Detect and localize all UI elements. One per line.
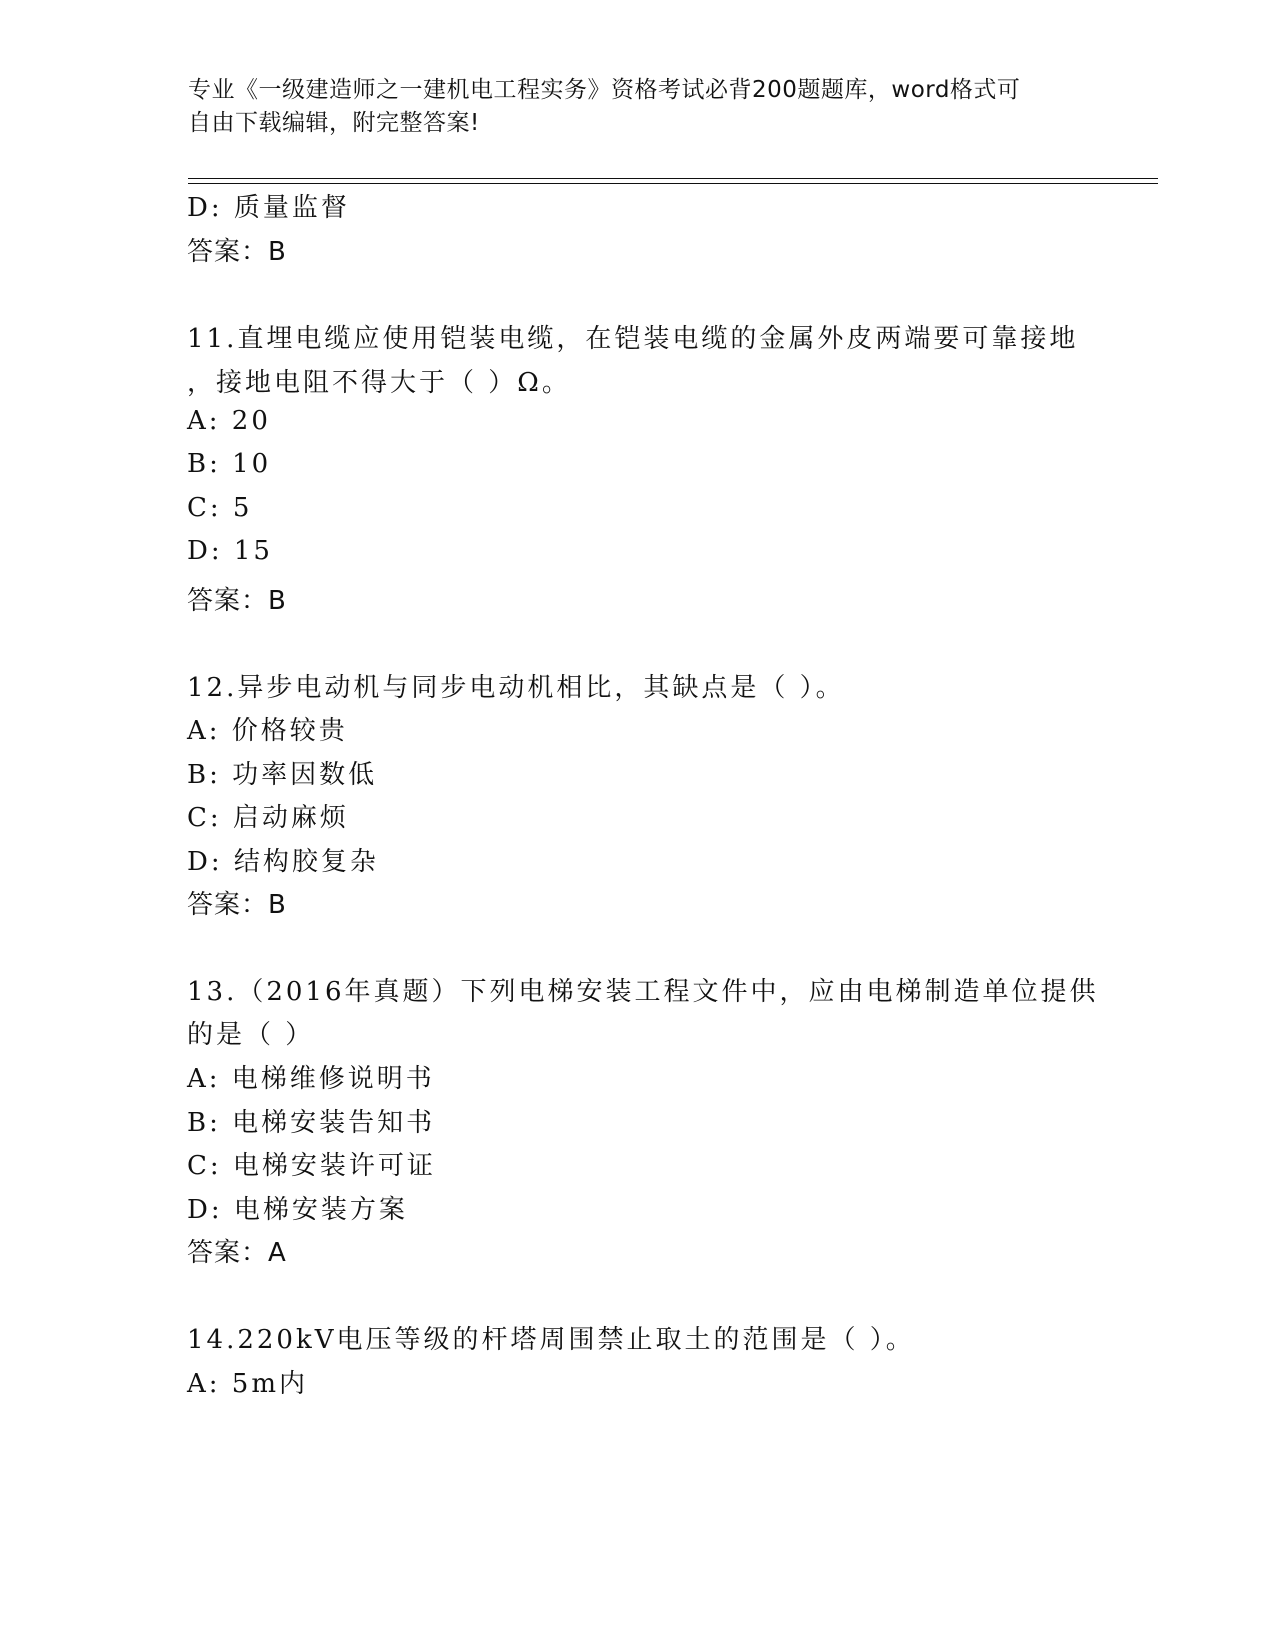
q13-option-c: C: 电梯安装许可证 [187, 1151, 436, 1181]
header-line-2: 自由下载编辑，附完整答案! [188, 110, 480, 136]
q12-option-d: D: 结构胶复杂 [187, 847, 379, 877]
q13-option-b: B: 电梯安装告知书 [187, 1108, 436, 1138]
q12-answer: 答案：B [187, 890, 287, 920]
q12-option-c: C: 启动麻烦 [187, 803, 349, 833]
prev-question-answer: 答案：B [187, 237, 287, 267]
q13-stem-line-1: 13.（2016年真题）下列电梯安装工程文件中，应由电梯制造单位提供 [187, 977, 1099, 1007]
q13-option-d: D: 电梯安装方案 [187, 1195, 408, 1225]
q13-answer: 答案：A [187, 1238, 287, 1268]
q13-option-a: A: 电梯维修说明书 [187, 1064, 435, 1094]
q11-answer: 答案：B [187, 586, 287, 616]
document-header [188, 74, 1068, 140]
prev-question-option-d: D: 质量监督 [187, 193, 350, 223]
header-divider-top [188, 178, 1158, 179]
q12-stem-line-1: 12.异步电动机与同步电动机相比，其缺点是（ ）。 [187, 673, 845, 703]
q14-stem-line-1: 14.220kV电压等级的杆塔周围禁止取土的范围是（ ）。 [187, 1325, 915, 1355]
q12-option-b: B: 功率因数低 [187, 760, 378, 790]
q11-stem-line-1: 11.直埋电缆应使用铠装电缆，在铠装电缆的金属外皮两端要可靠接地 [187, 324, 1079, 354]
header-divider-bottom [188, 183, 1158, 184]
q11-option-c: C: 5 [187, 493, 253, 523]
q12-option-a: A: 价格较贵 [187, 716, 348, 746]
q13-stem-line-2: 的是（ ） [187, 1020, 315, 1050]
q11-option-a: A: 20 [187, 406, 271, 436]
q11-option-b: B: 10 [187, 449, 272, 479]
header-line-1: 专业《一级建造师之一建机电工程实务》资格考试必背200题题库，word格式可 [188, 77, 1021, 103]
q11-stem-line-2: ，接地电阻不得大于（ ）Ω。 [187, 368, 571, 398]
q11-option-d: D: 15 [187, 536, 273, 566]
q14-option-a: A: 5m内 [187, 1369, 308, 1399]
